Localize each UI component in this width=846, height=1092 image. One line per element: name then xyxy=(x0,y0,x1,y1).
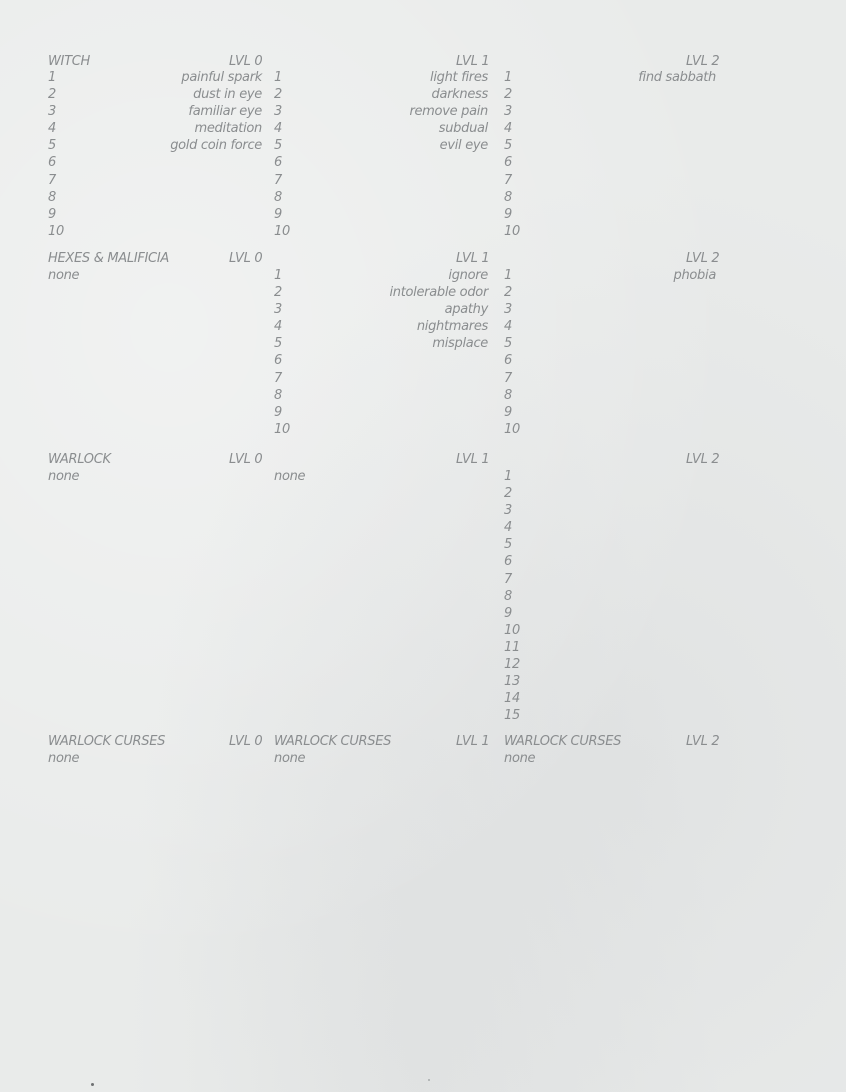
hexes-lvl1-spells xyxy=(340,268,488,353)
spell-name: intolerable odor xyxy=(389,285,488,301)
number: 4 xyxy=(504,121,512,137)
number: 12 xyxy=(504,657,520,673)
number: 1 xyxy=(504,469,512,484)
spell-name: nightmares xyxy=(416,319,488,335)
number: 4 xyxy=(48,121,56,137)
number: 6 xyxy=(504,353,512,369)
number: 4 xyxy=(504,319,512,335)
section-title-hexes: HEXES & MALIFICIA xyxy=(48,251,169,266)
number: 4 xyxy=(504,520,512,536)
section-title-witch: WITCH xyxy=(48,54,90,69)
hexes-lvl0-none: none xyxy=(48,268,80,283)
number: 6 xyxy=(48,155,56,171)
number: 6 xyxy=(274,155,282,171)
spell-name: subdual xyxy=(438,121,488,137)
number: 3 xyxy=(504,104,512,120)
number: 10 xyxy=(504,223,520,239)
hexes-lvl2-numbers xyxy=(504,268,520,439)
warlock-lvl1-header: LVL 1 xyxy=(456,452,490,467)
number: 10 xyxy=(504,421,520,437)
number: 10 xyxy=(504,622,520,638)
number: 6 xyxy=(504,554,512,570)
curses-lvl1-none: none xyxy=(274,751,306,766)
number: 6 xyxy=(274,353,282,369)
number: 7 xyxy=(48,172,56,188)
number: 10 xyxy=(48,223,64,239)
scan-speck xyxy=(428,1079,430,1081)
number: 2 xyxy=(274,285,282,301)
number: 3 xyxy=(504,503,512,519)
number: 4 xyxy=(274,121,282,137)
number: 9 xyxy=(48,206,56,222)
number: 3 xyxy=(48,104,56,120)
curses-lvl2-none: none xyxy=(504,751,536,766)
number: 7 xyxy=(274,172,282,188)
spell-name: remove pain xyxy=(409,104,488,120)
witch-lvl2-spells xyxy=(590,70,716,87)
number: 3 xyxy=(274,302,282,318)
section-title-curses-2: WARLOCK CURSES xyxy=(504,734,622,749)
number: 2 xyxy=(504,486,512,502)
warlock-lvl1-none: none xyxy=(274,469,306,484)
number: 11 xyxy=(504,639,520,655)
spell-name: evil eye xyxy=(439,138,488,154)
witch-lvl0-numbers xyxy=(48,70,64,241)
number: 13 xyxy=(504,674,520,690)
number: 9 xyxy=(504,404,512,420)
hexes-lvl1-header: LVL 1 xyxy=(456,251,490,266)
witch-lvl2-header: LVL 2 xyxy=(686,54,720,69)
number: 8 xyxy=(504,189,512,205)
number: 7 xyxy=(274,370,282,386)
number: 5 xyxy=(504,138,512,154)
number: 1 xyxy=(504,268,512,283)
number: 2 xyxy=(48,87,56,103)
number: 7 xyxy=(504,172,512,188)
spell-name: familiar eye xyxy=(188,104,262,120)
spell-name: ignore xyxy=(448,268,488,283)
hexes-lvl0-header: LVL 0 xyxy=(229,251,263,266)
number: 9 xyxy=(274,404,282,420)
number: 3 xyxy=(504,302,512,318)
number: 9 xyxy=(504,605,512,621)
number: 8 xyxy=(274,189,282,205)
number: 14 xyxy=(504,691,520,707)
spell-name: meditation xyxy=(194,121,262,137)
curses-lvl2-header: LVL 2 xyxy=(686,734,720,749)
hexes-lvl1-numbers xyxy=(274,268,290,439)
number: 5 xyxy=(504,537,512,553)
number: 10 xyxy=(274,421,290,437)
number: 9 xyxy=(504,206,512,222)
number: 1 xyxy=(274,70,282,85)
witch-lvl0-spells xyxy=(120,70,262,155)
witch-lvl1-spells xyxy=(340,70,488,155)
number: 4 xyxy=(274,319,282,335)
curses-lvl0-header: LVL 0 xyxy=(229,734,263,749)
spell-name: painful spark xyxy=(181,70,262,85)
spell-name: gold coin force xyxy=(170,138,262,154)
number: 1 xyxy=(274,268,282,283)
hexes-lvl2-spells xyxy=(590,268,716,285)
section-title-warlock: WARLOCK xyxy=(48,452,111,467)
number: 9 xyxy=(274,206,282,222)
spell-name: phobia xyxy=(673,268,716,283)
curses-lvl0-none: none xyxy=(48,751,80,766)
spell-name: dust in eye xyxy=(193,87,262,103)
witch-lvl0-header: LVL 0 xyxy=(229,54,263,69)
witch-lvl2-numbers xyxy=(504,70,520,241)
number: 2 xyxy=(504,87,512,103)
spell-name: find sabbath xyxy=(638,70,716,85)
section-title-curses-0: WARLOCK CURSES xyxy=(48,734,166,749)
spell-name: light fires xyxy=(430,70,488,85)
scan-speck xyxy=(91,1083,94,1086)
number: 5 xyxy=(48,138,56,154)
number: 8 xyxy=(504,387,512,403)
witch-lvl1-header: LVL 1 xyxy=(456,54,490,69)
warlock-lvl2-numbers xyxy=(504,469,520,725)
number: 2 xyxy=(274,87,282,103)
number: 10 xyxy=(274,223,290,239)
warlock-lvl0-header: LVL 0 xyxy=(229,452,263,467)
spell-name: apathy xyxy=(444,302,488,318)
number: 5 xyxy=(274,138,282,154)
number: 6 xyxy=(504,155,512,171)
curses-lvl1-header: LVL 1 xyxy=(456,734,490,749)
number: 1 xyxy=(48,70,56,85)
hexes-lvl2-header: LVL 2 xyxy=(686,251,720,266)
number: 2 xyxy=(504,285,512,301)
warlock-lvl0-none: none xyxy=(48,469,80,484)
number: 8 xyxy=(274,387,282,403)
section-title-curses-1: WARLOCK CURSES xyxy=(274,734,392,749)
witch-lvl1-numbers xyxy=(274,70,290,241)
warlock-lvl2-header: LVL 2 xyxy=(686,452,720,467)
number: 15 xyxy=(504,708,520,724)
number: 3 xyxy=(274,104,282,120)
number: 5 xyxy=(504,336,512,352)
number: 7 xyxy=(504,370,512,386)
number: 7 xyxy=(504,571,512,587)
number: 8 xyxy=(504,588,512,604)
number: 8 xyxy=(48,189,56,205)
number: 5 xyxy=(274,336,282,352)
spell-name: misplace xyxy=(432,336,488,352)
spell-name: darkness xyxy=(431,87,488,103)
number: 1 xyxy=(504,70,512,85)
